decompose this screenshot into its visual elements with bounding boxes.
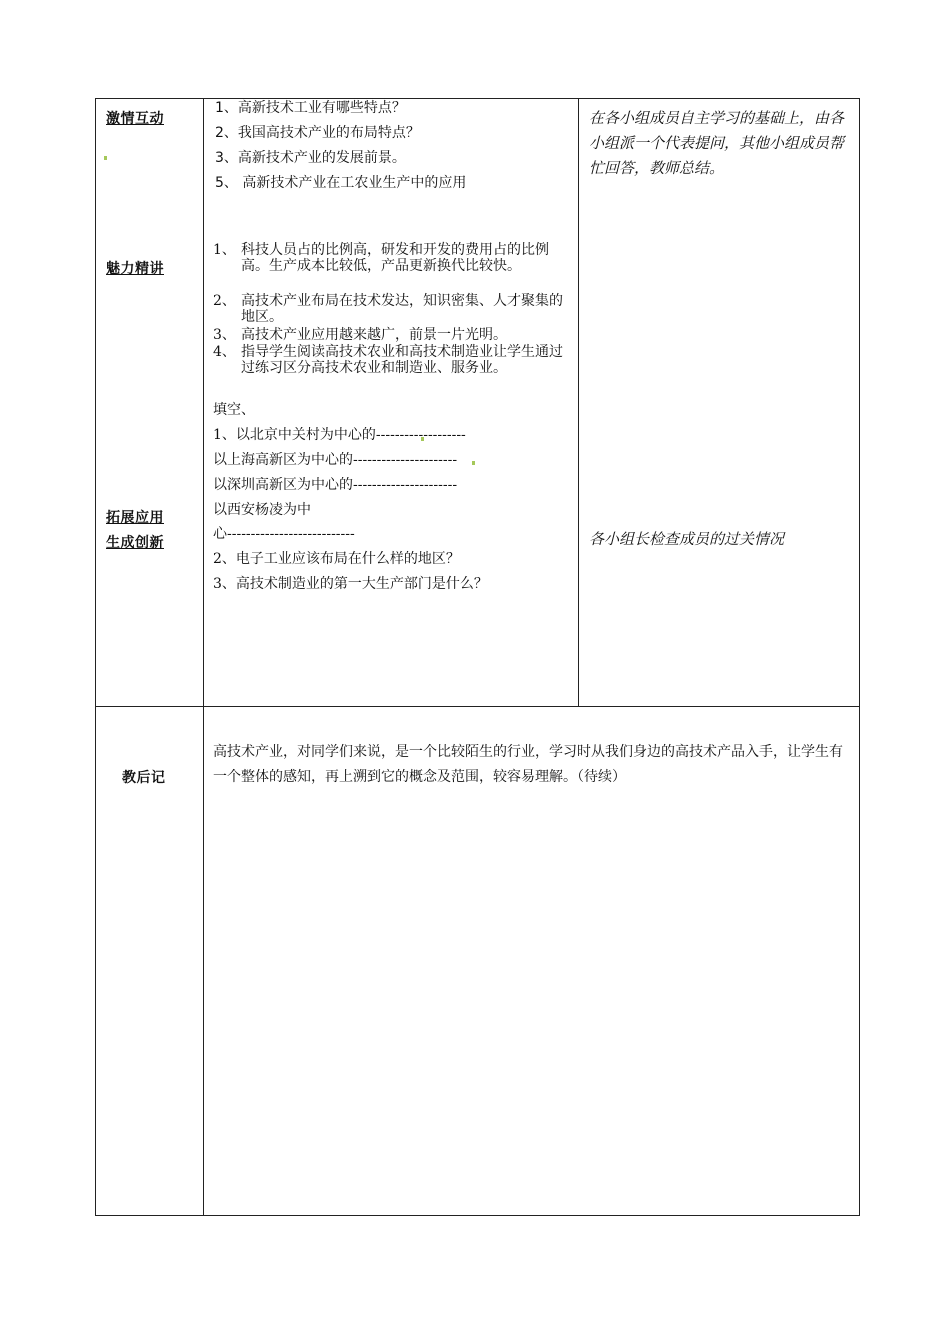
lecture-point-number: 4、 — [213, 344, 236, 360]
postscript-text: 高技术产业，对同学们来说，是一个比较陌生的行业，学习时从我们身边的高技术产品入手，让学生有一个整体的感知，再上溯到它的概念及范围，较容易理解。（待续） — [213, 744, 843, 785]
row-divider — [95, 706, 860, 707]
fill-line-1: 1、以北京中关村为中心的------------------- — [213, 427, 466, 443]
question-2: 2、我国高技术产业的布局特点？ — [215, 125, 420, 141]
label-creation: 生成创新 — [106, 535, 164, 551]
note-interaction: 在各小组成员自主学习的基础上，由各小组派一个代表提问，其他小组成员帮忙回答，教师总结。 — [589, 109, 845, 177]
label-lecture: 魅力精讲 — [106, 261, 164, 277]
fill-line-4: 以西安杨凌为中 — [213, 502, 311, 518]
note-extension: 各小组长检查成员的过关情况 — [589, 530, 785, 548]
lecture-point-number: 3、 — [213, 327, 236, 343]
label-postscript: 教后记 — [122, 770, 166, 786]
fill-line-7: 3、高技术制造业的第一大生产部门是什么？ — [213, 576, 488, 592]
lecture-point-number: 2、 — [213, 293, 236, 309]
column-divider-2 — [578, 98, 579, 706]
lecture-point-text: 高技术产业应用越来越广，前景一片光明。 — [241, 327, 507, 343]
fill-line-5: 心--------------------------- — [213, 526, 355, 542]
label-extension: 拓展应用 — [106, 510, 164, 526]
lecture-point-number: 1、 — [213, 242, 236, 258]
fill-line-6: 2、电子工业应该布局在什么样的地区？ — [213, 551, 460, 567]
fill-line-3: 以深圳高新区为中心的---------------------- — [213, 477, 458, 493]
lecture-point-text: 指导学生阅读高技术农业和高技术制造业让学生通过过练习区分高技术农业和制造业、服务业。 — [241, 344, 563, 376]
fill-heading: 填空、 — [213, 402, 255, 418]
decorative-marker — [104, 156, 107, 160]
lecture-point-text: 科技人员占的比例高，研发和开发的费用占的比例高。生产成本比较低，产品更新换代比较快。 — [241, 242, 549, 274]
column-divider-1 — [203, 98, 204, 1216]
question-1: 1、高新技术工业有哪些特点？ — [215, 100, 406, 116]
label-interaction: 激情互动 — [106, 111, 164, 127]
question-3: 3、高新技术产业的发展前景。 — [215, 150, 406, 166]
fill-line-2: 以上海高新区为中心的---------------------- — [213, 452, 458, 468]
lecture-point-text: 高技术产业布局在技术发达，知识密集、人才聚集的地区。 — [241, 293, 563, 325]
question-4: 5、 高新技术产业在工农业生产中的应用 — [215, 175, 467, 191]
